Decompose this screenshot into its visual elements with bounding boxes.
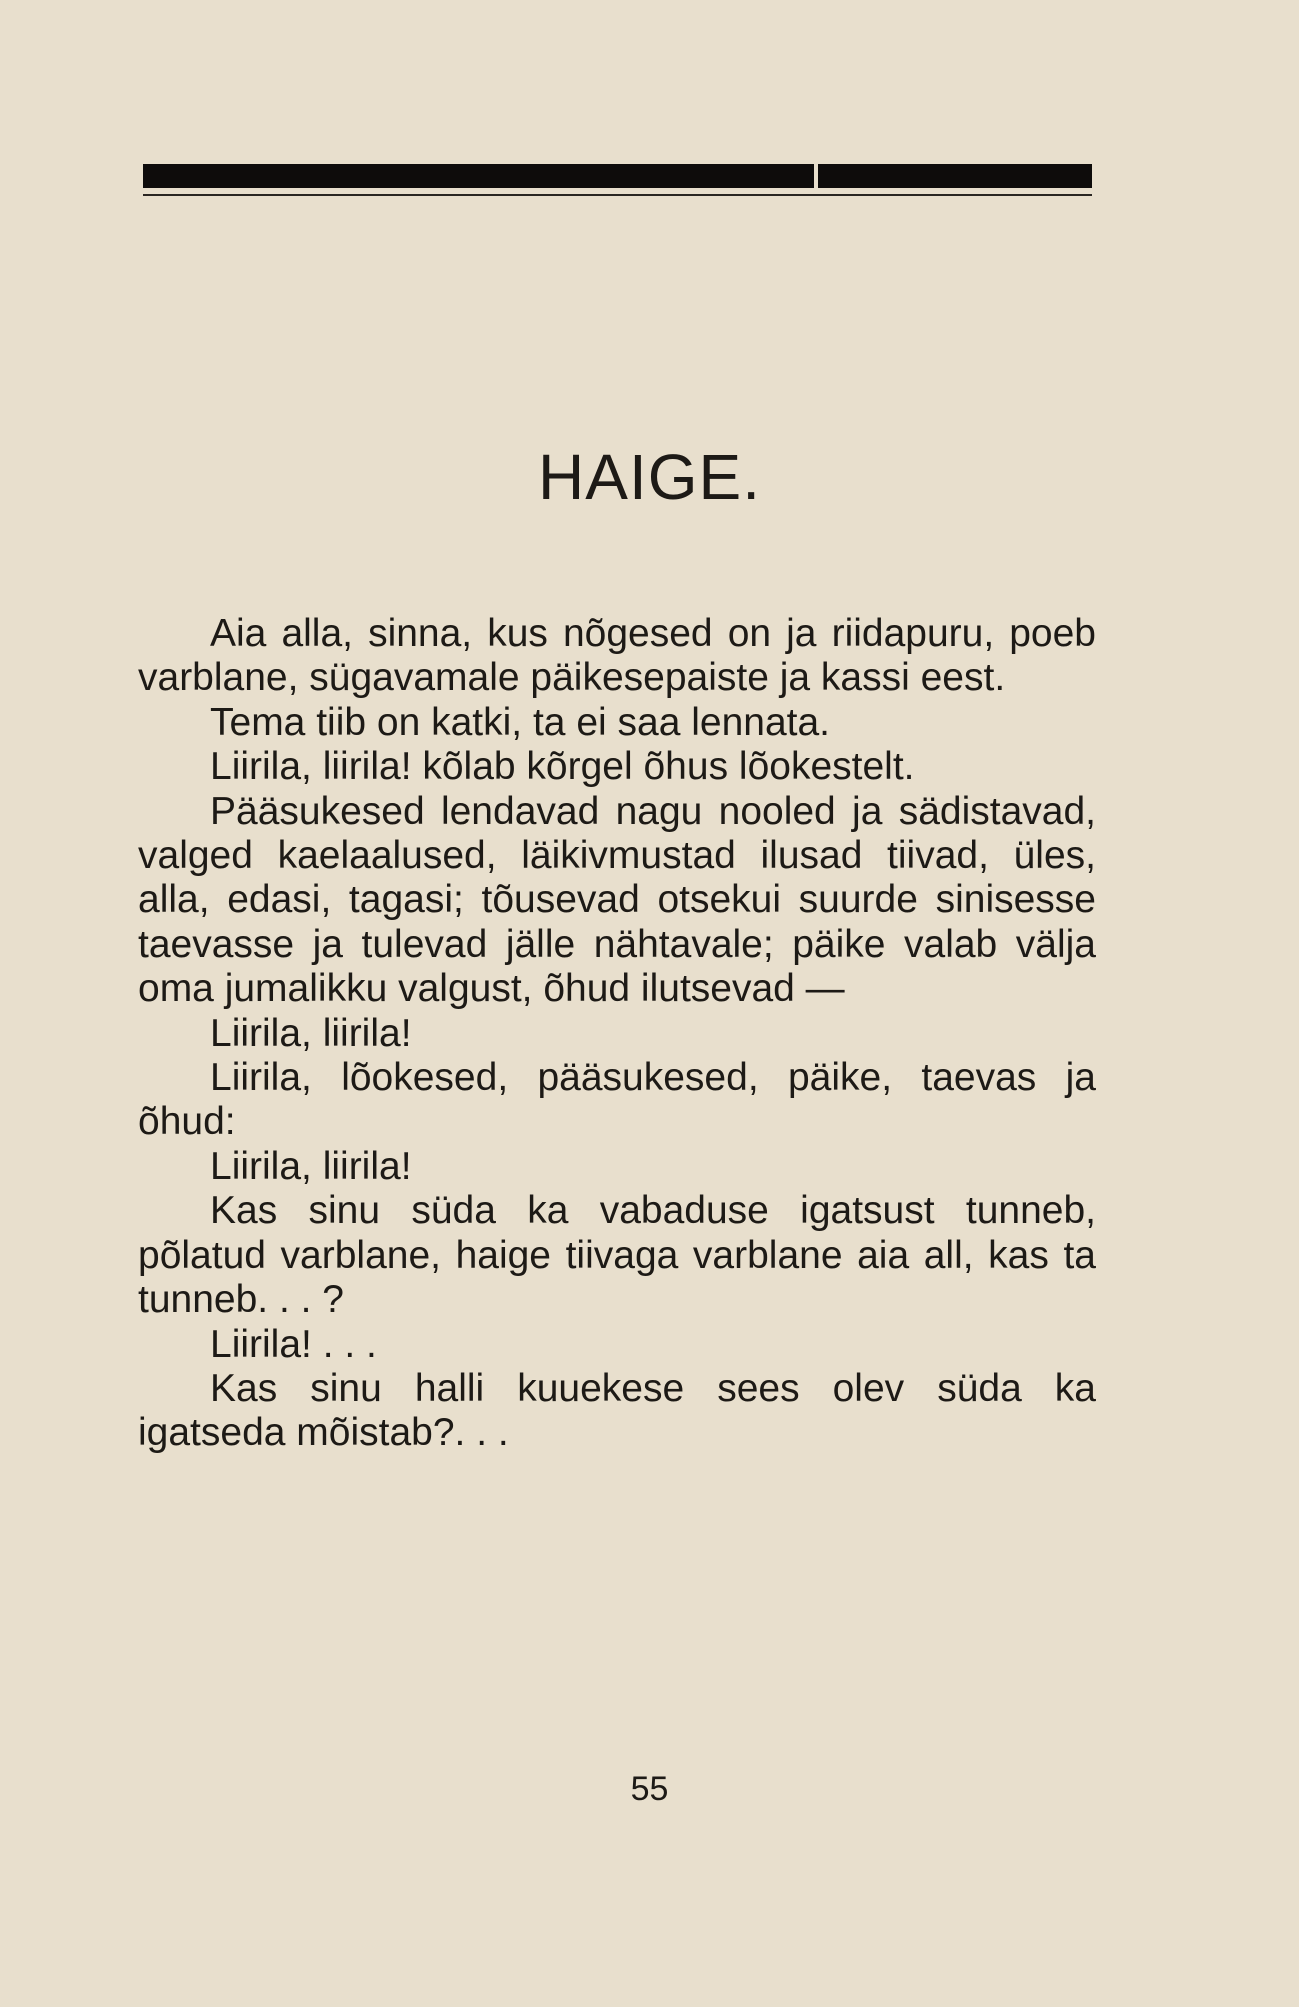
header-rule-left [143, 164, 814, 188]
paragraph: Liirila! . . . [210, 1322, 377, 1366]
paragraph: Tema tiib on katki, ta ei saa lennata. [210, 700, 831, 744]
page-number: 55 [630, 1770, 669, 1808]
paragraph: Liirila, liirila! [210, 1144, 412, 1188]
paragraph: Aia alla, sinna, kus nõgesed on ja riidapuru, poeb varblane, sügavamale päikesepaiste ja kassi eest. [138, 612, 1096, 700]
body-text [138, 612, 1096, 1456]
paragraph: Liirila, liirila! kõlab kõrgel õhus lõokestelt. [210, 745, 915, 789]
paragraph: Liirila, lõokesed, pääsukesed, päike, taevas ja õhud: [138, 1056, 1096, 1144]
chapter-title: HAIGE. [538, 441, 761, 513]
paragraph: Kas sinu halli kuuekese sees olev süda ka igatseda mõistab?. . . [138, 1366, 1096, 1455]
header-rule-thin [143, 194, 1092, 196]
paragraph: Liirila, liirila! [210, 1011, 412, 1055]
paragraph: Kas sinu süda ka vabaduse igatsust tunneb, põlatud varblane, haige tiivaga varblane aia all, kas ta tunneb. . . ? [138, 1189, 1096, 1322]
paragraph: Pääsukesed lendavad nagu nooled ja sädistavad, valged kaelaalused, läikivmustad ilusad tiivad, üles, alla, edasi, tagasi; tõusevad otsekui suurde sinisesse taevasse ja tulevad jälle nähtavale; päike valab välja oma jumalikku valgust, õhud ilutsevad — [138, 789, 1096, 1011]
header-rule-right [818, 164, 1092, 188]
